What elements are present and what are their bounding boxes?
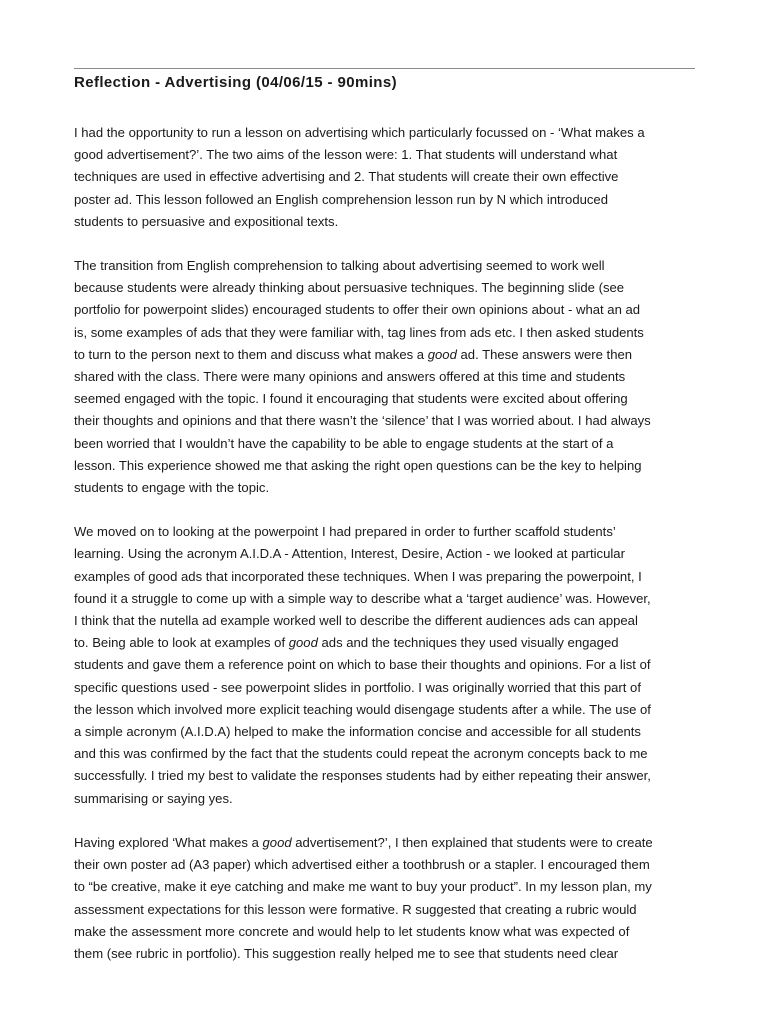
- text-line: [74, 322, 714, 344]
- document-body: [74, 122, 714, 987]
- document-title: Reflection - Advertising (04/06/15 - 90mins): [74, 74, 397, 91]
- text-line: [74, 921, 714, 943]
- text-run: portfolio for powerpoint slides) encouraged students to offer their own opinions about - what an ad: [74, 302, 641, 318]
- text-line: [74, 543, 714, 565]
- text-run: Having explored ‘What makes a: [74, 834, 263, 850]
- text-run: I had the opportunity to run a lesson on advertising which particularly focussed on - ‘What makes a: [74, 125, 645, 140]
- text-line: [74, 255, 714, 277]
- paragraph: [74, 832, 714, 965]
- paragraph: [74, 122, 714, 233]
- text-line: [74, 721, 714, 743]
- text-run: their own poster ad (A3 paper) which advertised either a toothbrush or a stapler. I encouraged them: [74, 857, 650, 873]
- text-run: is, some examples of ads that they were familiar with, tag lines from ads etc. I then asked students: [74, 324, 644, 340]
- text-line: [74, 632, 714, 654]
- text-line: [74, 388, 714, 410]
- text-line: [74, 743, 714, 765]
- emphasis-text: good: [262, 834, 292, 850]
- text-run: students to engage with the topic.: [74, 480, 270, 496]
- text-line: [74, 144, 714, 166]
- text-run: learning. Using the acronym A.I.D.A - Attention, Interest, Desire, Action - we looked at particular: [74, 546, 625, 562]
- text-run: examples of good ads that incorporated these techniques. When I was preparing the powerpoint, I: [74, 568, 642, 584]
- text-run: assessment expectations for this lesson were formative. R suggested that creating a rubric would: [74, 901, 637, 917]
- text-line: [74, 477, 714, 499]
- text-line: [74, 566, 714, 588]
- text-line: [74, 610, 714, 632]
- text-line: [74, 277, 714, 299]
- text-run: students to persuasive and expositional texts.: [74, 213, 339, 229]
- text-run: because students were already thinking about persuasive techniques. The beginning slide (see: [74, 280, 625, 296]
- text-run: techniques are used in effective advertising and 2. That students will create their own effective: [74, 169, 619, 185]
- text-line: [74, 166, 714, 188]
- text-run: shared with the class. There were many opinions and answers offered at this time and students: [74, 369, 626, 385]
- emphasis-text: good: [427, 346, 457, 362]
- text-run: ad. These answers were then: [456, 346, 633, 362]
- text-line: [74, 943, 714, 965]
- text-line: [74, 211, 714, 233]
- text-line: [74, 344, 714, 366]
- text-line: [74, 521, 714, 543]
- text-line: [74, 366, 714, 388]
- text-line: [74, 788, 714, 810]
- text-run: found it a struggle to come up with a simple way to describe what a ‘target audience’ was. However,: [74, 590, 651, 606]
- text-line: [74, 876, 714, 898]
- text-run: a simple acronym (A.I.D.A) helped to make the information concise and accessible for all students: [74, 724, 641, 740]
- text-line: [74, 433, 714, 455]
- text-run: students and gave them a reference point on which to base their thoughts and opinions. For a list of: [74, 657, 651, 673]
- text-line: [74, 455, 714, 477]
- text-run: summarising or saying yes.: [74, 790, 233, 806]
- text-run: The transition from English comprehension to talking about advertising seemed to work well: [74, 258, 605, 274]
- text-line: [74, 189, 714, 211]
- paragraph: [74, 255, 714, 499]
- text-run: We moved on to looking at the powerpoint I had prepared in order to further scaffold students’: [74, 524, 616, 540]
- text-line: [74, 699, 714, 721]
- header-rule: [74, 68, 695, 69]
- text-run: to “be creative, make it eye catching and make me want to buy your product”. In my lesson plan, my: [74, 879, 652, 895]
- text-line: [74, 899, 714, 921]
- text-run: the lesson which involved more explicit teaching would disengage students after a while. The use of: [74, 701, 651, 717]
- text-line: [74, 299, 714, 321]
- text-run: make the assessment more concrete and would help to let students know what was expected of: [74, 923, 630, 939]
- text-run: I think that the nutella ad example worked well to describe the different audiences ads can appeal: [74, 613, 638, 629]
- emphasis-text: good: [288, 635, 318, 651]
- text-line: [74, 122, 714, 144]
- text-run: advertisement?’, I then explained that students were to create: [291, 834, 653, 850]
- text-run: to. Being able to look at examples of: [74, 635, 289, 651]
- text-line: [74, 588, 714, 610]
- text-run: good advertisement?’. The two aims of the lesson were: 1. That students will understand what: [74, 147, 618, 163]
- text-run: ads and the techniques they used visually engaged: [317, 635, 619, 651]
- text-run: specific questions used - see powerpoint slides in portfolio. I was originally worried that this part of: [74, 679, 641, 695]
- text-line: [74, 410, 714, 432]
- text-line: [74, 654, 714, 676]
- text-line: [74, 854, 714, 876]
- text-run: successfully. I tried my best to validate the responses students had by either repeating their answer,: [74, 768, 651, 784]
- text-run: to turn to the person next to them and discuss what makes a: [74, 346, 428, 362]
- paragraph: [74, 521, 714, 810]
- text-run: seemed engaged with the topic. I found it encouraging that students were excited about offering: [74, 391, 628, 407]
- text-run: lesson. This experience showed me that asking the right open questions can be the key to helping: [74, 457, 642, 473]
- text-run: and this was confirmed by the fact that the students could repeat the acronym concepts back to me: [74, 746, 648, 762]
- text-line: [74, 765, 714, 787]
- text-line: [74, 832, 714, 854]
- text-run: them (see rubric in portfolio). This suggestion really helped me to see that students need clear: [74, 945, 619, 961]
- text-run: poster ad. This lesson followed an English comprehension lesson run by N which introduced: [74, 191, 608, 207]
- text-run: their thoughts and opinions and that there wasn’t the ‘silence’ that I was worried about. I had always: [74, 413, 651, 429]
- text-run: been worried that I wouldn’t have the capability to be able to engage students at the start of a: [74, 435, 614, 451]
- text-line: [74, 677, 714, 699]
